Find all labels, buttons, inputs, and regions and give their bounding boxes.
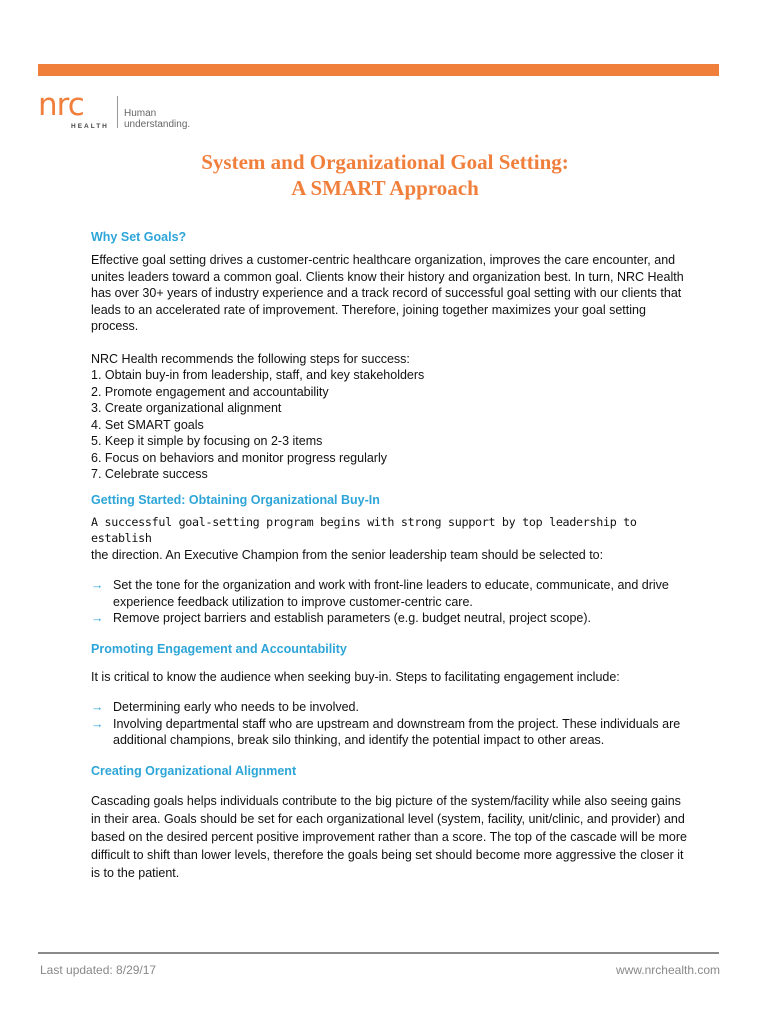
- logo-divider: [117, 96, 118, 128]
- list-item: 3. Create organizational alignment: [91, 401, 282, 415]
- arrow-right-icon: →: [91, 716, 104, 731]
- steps-intro: NRC Health recommends the following steps for success:: [91, 351, 410, 366]
- section-heading-promoting: Promoting Engagement and Accountability: [91, 641, 347, 656]
- steps-list: [91, 367, 691, 483]
- document-title: [0, 149, 770, 201]
- footer-url: www.nrchealth.com: [615, 963, 720, 977]
- promoting-paragraph: It is critical to know the audience when seeking buy-in. Steps to facilitating engagement include:: [91, 669, 620, 684]
- footer-divider: [38, 952, 719, 954]
- list-item: → Remove project barriers and establish parameters (e.g. budget neutral, project scope).: [91, 611, 592, 625]
- document-body: [91, 229, 691, 882]
- arrow-right-icon: →: [91, 578, 104, 592]
- logo-tagline: Human understanding.: [124, 108, 191, 130]
- section-heading-why: Why Set Goals?: [91, 230, 187, 244]
- list-item: 6. Focus on behaviors and monitor progress regularly: [91, 450, 387, 465]
- list-item: 5. Keep it simple by focusing on 2-3 items: [91, 434, 323, 448]
- logo-subtext: HEALTH: [71, 123, 109, 130]
- list-item: → Involving departmental staff who are upstream and downstream from the project. These individuals are additional champions, break silo thinking, and identify the potential impact to other areas.: [91, 716, 681, 747]
- why-paragraph: Effective goal setting drives a customer-centric healthcare organization, improves the care encounter, and unites leaders toward a common goal. Clients know their history and organization best. In turn, NRC Health has over 30+ years of industry experience and a track record of successful goal setting with our clients that leads to an accelerated rate of improvement. Therefore, joining together maximizes your goal setting process.: [91, 253, 684, 333]
- title-line-1: System and Organizational Goal Setting:: [201, 150, 569, 174]
- getting-started-line-2: the direction. An Executive Champion from the senior leadership team should be selected to:: [91, 547, 604, 562]
- getting-started-line-1: A successful goal-setting program begins with strong support by top leadership to establish: [91, 514, 637, 545]
- list-item: 7. Celebrate success: [91, 467, 208, 481]
- section-heading-alignment: Creating Organizational Alignment: [91, 763, 297, 778]
- title-line-2: A SMART Approach: [291, 176, 479, 200]
- section-heading-getting-started: Getting Started: Obtaining Organizational Buy-In: [91, 492, 380, 507]
- last-updated: Last updated: 8/29/17: [40, 963, 157, 977]
- champion-bullets: [91, 577, 691, 627]
- list-item: → Determining early who needs to be involved.: [91, 700, 359, 714]
- list-item: 1. Obtain buy-in from leadership, staff, and key stakeholders: [91, 368, 425, 382]
- list-item: 2. Promote engagement and accountability: [91, 384, 329, 399]
- list-item: → Set the tone for the organization and work with front-line leaders to educate, communicate, and drive experience feedback utilization to improve customer-centric care.: [91, 578, 669, 609]
- logo-wordmark: nrc: [38, 87, 84, 123]
- getting-started-text: [91, 514, 691, 564]
- arrow-right-icon: →: [91, 611, 104, 625]
- list-item: 4. Set SMART goals: [91, 417, 204, 432]
- top-accent-bar: [38, 64, 719, 76]
- engagement-bullets: [91, 699, 691, 749]
- arrow-right-icon: →: [91, 700, 104, 714]
- alignment-paragraph: Cascading goals helps individuals contribute to the big picture of the system/facility while also seeing gains in their area. Goals should be set for each organizational level (system, facility, unit/clinic, and provider) and based on the desired percent positive improvement rather than a score. The top of the cascade will be more difficult to shift than lower levels, therefore the goals being set should become more aggressive the closer it is to the patient.: [91, 793, 687, 880]
